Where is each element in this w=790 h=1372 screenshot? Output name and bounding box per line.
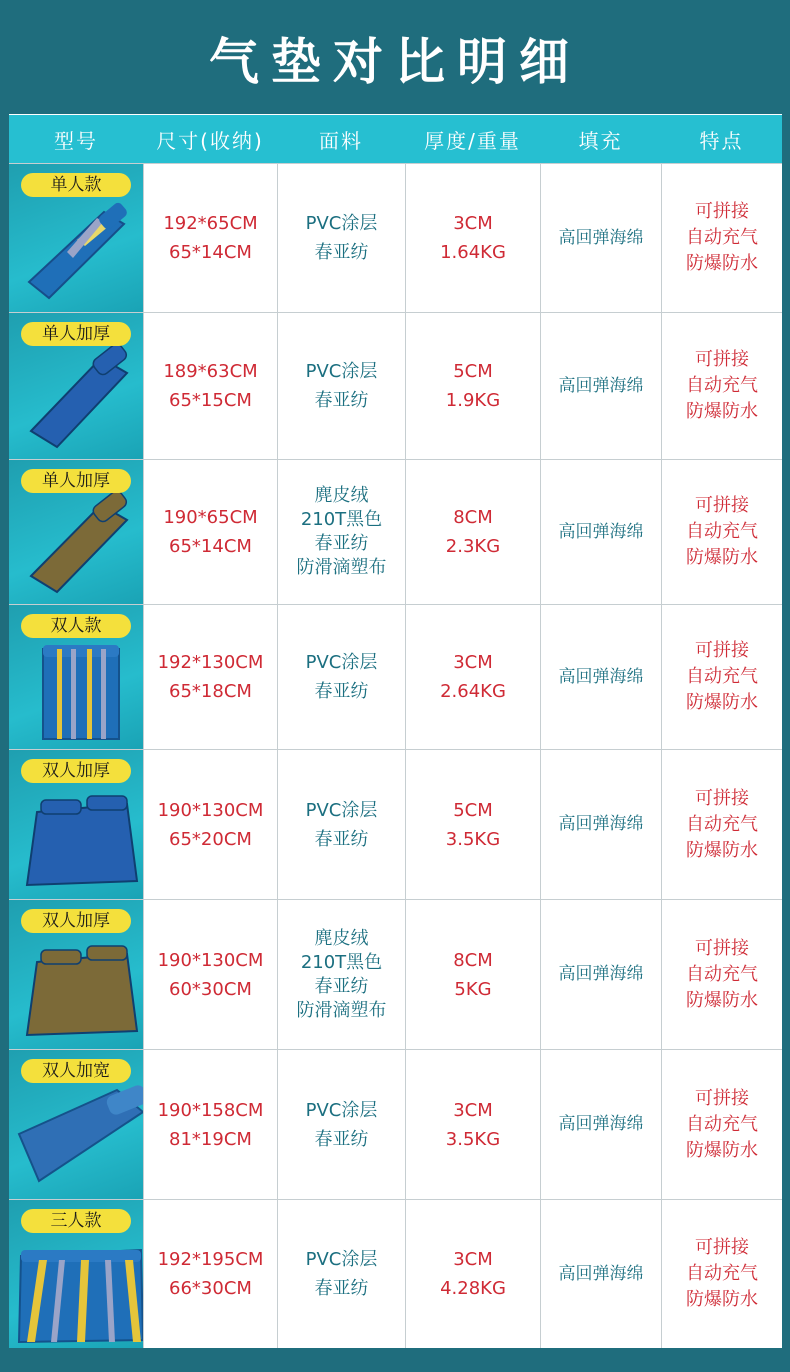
fabric-cell	[277, 900, 405, 1049]
features-cell	[661, 750, 782, 899]
spec-cell-line: 3CM	[453, 1249, 493, 1270]
spec-cell-line: 8CM	[453, 507, 493, 528]
table-row	[9, 312, 782, 459]
fill-cell	[540, 605, 661, 749]
spec-cell-line: 1.9KG	[445, 390, 501, 411]
table-row	[9, 1049, 782, 1199]
table-header	[9, 114, 782, 163]
model-image-cell	[9, 1050, 143, 1199]
table-row	[9, 163, 782, 312]
model-image-cell	[9, 313, 143, 459]
header-fabric: 面料	[319, 128, 363, 153]
size-cell-line: 190*130CM	[157, 799, 264, 821]
features-cell-line: 自动充气	[686, 227, 758, 248]
model-badge: 双人款	[21, 614, 131, 638]
fabric-cell-line: 防滑滴塑布	[296, 999, 387, 1021]
model-badge: 三人款	[21, 1209, 131, 1233]
features-cell-line: 可拼接	[695, 937, 749, 959]
table-row	[9, 604, 782, 749]
fill-text: 高回弹海绵	[558, 1114, 644, 1134]
fill-cell	[540, 313, 661, 459]
size-cell	[143, 164, 277, 312]
size-cell	[143, 750, 277, 899]
features-cell-line: 可拼接	[695, 349, 749, 370]
size-cell-line: 189*63CM	[163, 361, 258, 382]
model-badge: 双人加厚	[21, 909, 131, 933]
features-cell-line: 防爆防水	[686, 839, 758, 861]
model-badge: 单人款	[21, 173, 131, 197]
spec-cell	[405, 1200, 540, 1348]
size-cell-line: 65*14CM	[169, 242, 252, 263]
features-cell-line: 自动充气	[686, 375, 758, 396]
fabric-cell-line: 春亚纺	[314, 1278, 369, 1299]
comparison-table	[9, 114, 782, 1348]
size-cell-line: 66*30CM	[169, 1278, 252, 1299]
spec-cell-line: 3.5KG	[445, 828, 501, 850]
spec-cell	[405, 460, 540, 604]
table-row	[9, 1199, 782, 1348]
model-image-cell	[9, 164, 143, 312]
spec-cell-line: 3CM	[453, 213, 493, 234]
fill-cell	[540, 1050, 661, 1199]
spec-cell-line: 4.28KG	[440, 1278, 506, 1299]
model-image-cell	[9, 1200, 143, 1348]
size-cell	[143, 1200, 277, 1348]
spec-cell-line: 8CM	[453, 949, 493, 971]
features-cell	[661, 605, 782, 749]
fabric-cell-line: 210T黑色	[300, 951, 383, 973]
spec-cell	[405, 750, 540, 899]
fabric-cell-line: 春亚纺	[314, 975, 369, 997]
features-cell-line: 防爆防水	[686, 1139, 758, 1161]
spec-cell-line: 2.3KG	[445, 536, 501, 557]
features-cell-line: 防爆防水	[686, 253, 758, 274]
spec-cell-line: 5CM	[453, 799, 493, 821]
fabric-cell-line: PVC涂层	[305, 1249, 378, 1270]
features-cell-line: 可拼接	[695, 495, 749, 516]
fabric-cell	[277, 460, 405, 604]
features-cell-line: 可拼接	[695, 787, 749, 809]
model-badge: 双人加厚	[21, 759, 131, 783]
fabric-cell-line: 春亚纺	[314, 533, 369, 554]
features-cell-line: 防爆防水	[686, 989, 758, 1011]
features-cell-line: 防爆防水	[686, 692, 758, 713]
fill-text: 高回弹海绵	[558, 814, 644, 834]
features-cell-line: 防爆防水	[686, 401, 758, 422]
fill-cell	[540, 750, 661, 899]
model-badge: 双人加宽	[21, 1059, 131, 1083]
features-cell-line: 可拼接	[695, 1087, 749, 1109]
model-image-cell	[9, 605, 143, 749]
size-cell-line: 190*158CM	[157, 1099, 264, 1121]
fill-text: 高回弹海绵	[558, 521, 644, 542]
features-cell-line: 可拼接	[695, 1237, 749, 1258]
size-cell-line: 65*20CM	[169, 828, 252, 850]
features-cell	[661, 460, 782, 604]
header-thickness-weight: 厚度/重量	[424, 128, 521, 153]
size-cell-line: 81*19CM	[169, 1128, 252, 1150]
page-title: 气垫对比明细	[209, 33, 581, 91]
features-cell-line: 防爆防水	[686, 1289, 758, 1310]
features-cell-line: 防爆防水	[686, 547, 758, 568]
model-image-cell	[9, 750, 143, 899]
features-cell-line: 自动充气	[686, 813, 758, 835]
fabric-cell-line: PVC涂层	[305, 213, 378, 234]
fabric-cell	[277, 605, 405, 749]
size-cell-line: 192*130CM	[157, 652, 264, 673]
fabric-cell-line: 春亚纺	[314, 828, 369, 850]
fill-cell	[540, 164, 661, 312]
size-cell	[143, 605, 277, 749]
spec-cell	[405, 605, 540, 749]
fabric-cell-line: 麂皮绒	[314, 927, 369, 949]
size-cell-line: 65*14CM	[169, 536, 252, 557]
model-image-cell	[9, 900, 143, 1049]
features-cell-line: 自动充气	[686, 963, 758, 985]
fabric-cell-line: 防滑滴塑布	[296, 557, 387, 578]
size-cell-line: 192*195CM	[157, 1249, 264, 1270]
spec-cell	[405, 313, 540, 459]
size-cell	[143, 313, 277, 459]
spec-cell	[405, 900, 540, 1049]
table-row	[9, 459, 782, 604]
model-badge: 单人加厚	[21, 322, 131, 346]
fabric-cell-line: 春亚纺	[314, 390, 369, 411]
model-badge: 单人加厚	[21, 469, 131, 493]
features-cell-line: 自动充气	[686, 521, 758, 542]
fabric-cell	[277, 1050, 405, 1199]
spec-cell-line: 1.64KG	[440, 242, 506, 263]
features-cell	[661, 1050, 782, 1199]
size-cell	[143, 1050, 277, 1199]
size-cell-line: 60*30CM	[169, 978, 252, 1000]
fabric-cell-line: 210T黑色	[300, 509, 383, 530]
fabric-cell	[277, 750, 405, 899]
spec-cell-line: 5CM	[453, 361, 493, 382]
table-body	[9, 163, 782, 1348]
fill-text: 高回弹海绵	[558, 964, 644, 984]
features-cell-line: 自动充气	[686, 1113, 758, 1135]
features-cell-line: 自动充气	[686, 666, 758, 687]
header-model: 型号	[54, 128, 98, 153]
spec-cell	[405, 164, 540, 312]
fabric-cell-line: PVC涂层	[305, 361, 378, 382]
features-cell	[661, 900, 782, 1049]
fabric-cell	[277, 164, 405, 312]
fabric-cell	[277, 1200, 405, 1348]
header-size: 尺寸(收纳)	[156, 128, 264, 153]
table-row	[9, 899, 782, 1049]
fabric-cell-line: PVC涂层	[305, 799, 378, 821]
fabric-cell	[277, 313, 405, 459]
fabric-cell-line: 春亚纺	[314, 1128, 369, 1150]
spec-cell-line: 3.5KG	[445, 1128, 501, 1150]
fill-cell	[540, 900, 661, 1049]
fill-cell	[540, 1200, 661, 1348]
size-cell-line: 65*18CM	[169, 681, 252, 702]
size-cell-line: 190*65CM	[163, 507, 258, 528]
features-cell-line: 可拼接	[695, 640, 749, 661]
size-cell	[143, 460, 277, 604]
header-features: 特点	[699, 128, 744, 153]
size-cell-line: 192*65CM	[163, 213, 258, 234]
fill-cell	[540, 460, 661, 604]
features-cell	[661, 313, 782, 459]
fill-text: 高回弹海绵	[558, 1263, 644, 1284]
fill-text: 高回弹海绵	[558, 375, 644, 396]
fabric-cell-line: 春亚纺	[314, 681, 369, 702]
spec-cell-line: 3CM	[453, 1099, 493, 1121]
size-cell-line: 190*130CM	[157, 949, 264, 971]
fabric-cell-line: PVC涂层	[305, 652, 378, 673]
features-cell	[661, 1200, 782, 1348]
header-fill: 填充	[578, 128, 623, 153]
features-cell	[661, 164, 782, 312]
features-cell-line: 自动充气	[686, 1263, 758, 1284]
size-cell-line: 65*15CM	[169, 390, 252, 411]
size-cell	[143, 900, 277, 1049]
model-image-cell	[9, 460, 143, 604]
fabric-cell-line: 麂皮绒	[314, 485, 369, 506]
spec-cell-line: 2.64KG	[440, 681, 506, 702]
spec-cell-line: 3CM	[453, 652, 493, 673]
fill-text: 高回弹海绵	[558, 227, 644, 248]
table-row	[9, 749, 782, 899]
fill-text: 高回弹海绵	[558, 666, 644, 687]
spec-cell-line: 5KG	[454, 978, 492, 1000]
fabric-cell-line: PVC涂层	[305, 1099, 378, 1121]
fabric-cell-line: 春亚纺	[314, 242, 369, 263]
features-cell-line: 可拼接	[695, 201, 749, 222]
spec-cell	[405, 1050, 540, 1199]
